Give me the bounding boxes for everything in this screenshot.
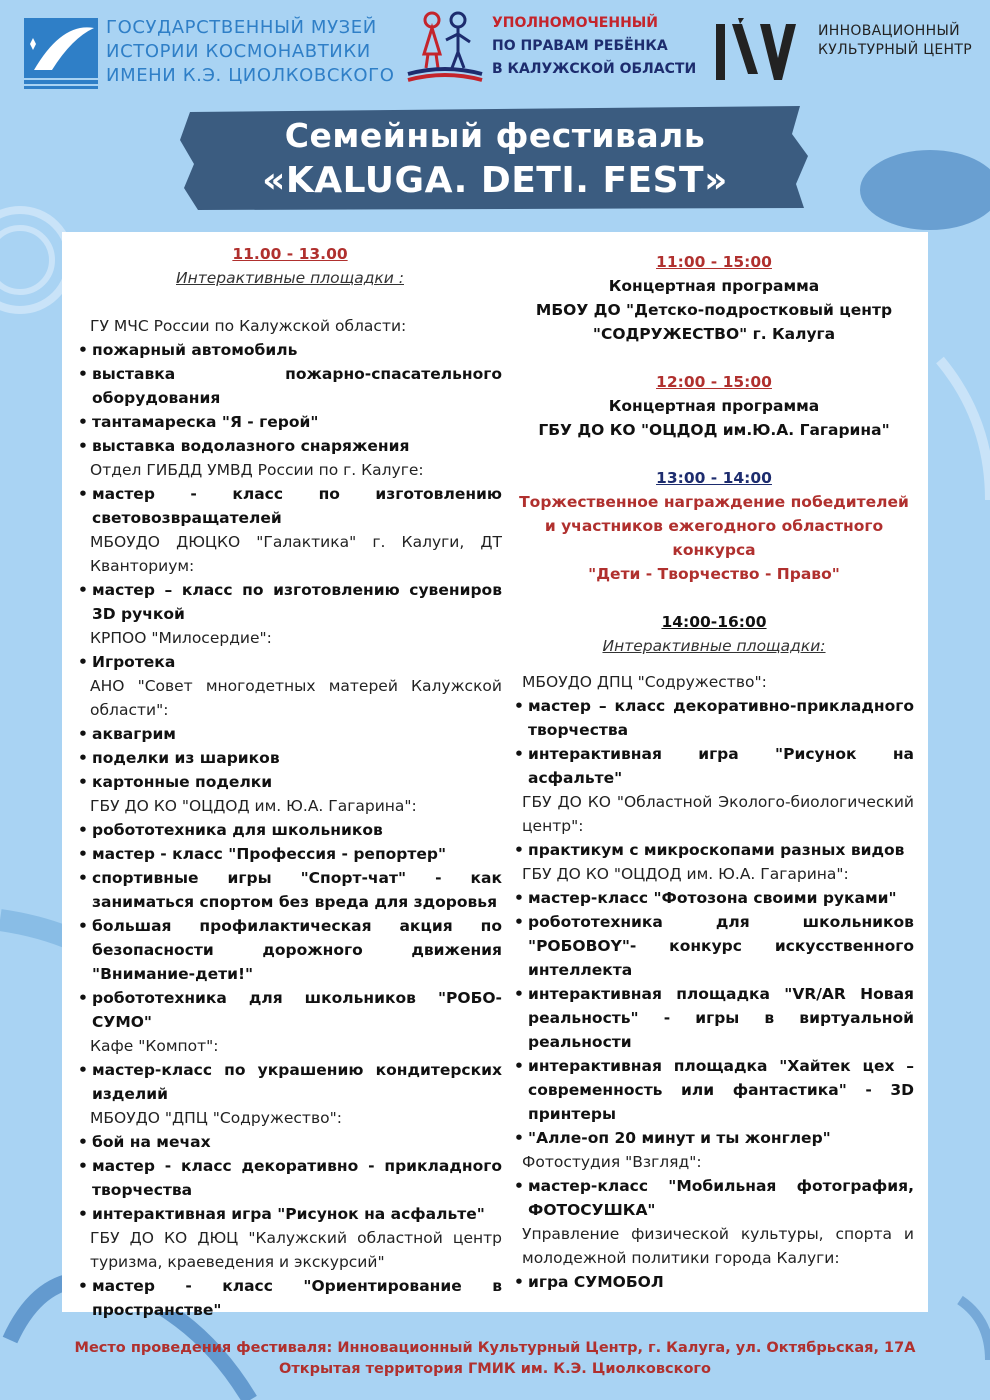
award-line: "Дети - Творчество - Право" <box>588 565 840 583</box>
list-item: • выставка пожарно-спасательного оборудования <box>78 362 502 410</box>
award-line: конкурса <box>672 541 756 559</box>
organization: Фотостудия "Взгляд": <box>522 1153 702 1171</box>
venue-line: Открытая территория ГМИК им. К.Э. Циолковского <box>279 1361 711 1377</box>
list-item: • аквагрим <box>78 722 502 746</box>
list-item: • картонные поделки <box>78 770 502 794</box>
festival-title: Семейный фестиваль <box>284 116 706 155</box>
list-item: • робототехника для школьников "РОБО-СУМО" <box>78 986 502 1034</box>
list-item: • интерактивная площадка "VR/AR Новая реальность" - игры в виртуальной реальности <box>514 982 914 1054</box>
list-item: • практикум с микроскопами разных видов <box>514 838 914 862</box>
organization: КРПОО "Милосердие": <box>90 629 272 647</box>
list-item: • спортивные игры "Спорт-чат" - как заниматься спортом без вреда для здоровья <box>78 866 502 914</box>
museum-name-line: ГОСУДАРСТВЕННЫЙ МУЗЕЙ <box>106 17 377 38</box>
right-column <box>514 250 914 1294</box>
time-slot: 13:00 - 14:00 <box>656 469 772 487</box>
list-item: • пожарный автомобиль <box>78 338 502 362</box>
ombudsman-name-line: УПОЛНОМОЧЕННЫЙ <box>492 15 659 31</box>
organization: ГУ МЧС России по Калужской области: <box>90 317 407 335</box>
venue-line: Место проведения фестиваля: Инновационный Культурный Центр, г. Калуга, ул. Октябрьская, 17А <box>74 1340 916 1356</box>
event-line: Концертная программа <box>608 397 820 415</box>
program-panel <box>62 232 928 1319</box>
icc-name-line: ИННОВАЦИОННЫЙ <box>818 23 960 39</box>
venue-footer <box>0 1338 990 1380</box>
festival-name: «KALUGA. DETI. FEST» <box>262 160 728 201</box>
list-item: • "Алле-оп 20 минут и ты жонглер" <box>514 1126 914 1150</box>
list-item: • бой на мечах <box>78 1130 502 1154</box>
organization: АНО "Совет многодетных матерей Калужской области": <box>90 677 502 719</box>
list-item: • мастер-класс по украшению кондитерских изделий <box>78 1058 502 1106</box>
ombudsman-logo <box>404 8 697 88</box>
children-icon <box>404 8 486 88</box>
icc-monogram-icon <box>712 18 812 84</box>
organization: ГБУ ДО КО ДЮЦ "Калужский областной центр туризма, краеведения и экскурсий" <box>90 1229 502 1271</box>
list-item: • мастер – класс декоративно-прикладного творчества <box>514 694 914 742</box>
list-item: • игра СУМОБОЛ <box>514 1270 914 1294</box>
icc-logo <box>712 18 982 88</box>
time-slot: 12:00 - 15:00 <box>656 373 772 391</box>
museum-name-line: ИМЕНИ К.Э. ЦИОЛКОВСКОГО <box>106 65 395 86</box>
icc-name-line: КУЛЬТУРНЫЙ ЦЕНТР <box>818 42 972 58</box>
list-item: • мастер - класс "Ориентирование в пространстве" <box>78 1274 502 1322</box>
event-line: МБОУ ДО "Детско-подростковый центр <box>535 301 893 319</box>
list-item: • поделки из шариков <box>78 746 502 770</box>
time-slot: 14:00-16:00 <box>661 613 767 631</box>
organization: МБОУДО ДЮЦКО "Галактика" г. Калуги, ДТ Кванториум: <box>90 533 502 575</box>
icc-name <box>818 22 972 60</box>
organization: Управление физической культуры, спорта и молодежной политики города Калуги: <box>522 1225 914 1267</box>
list-item: • тантамареска "Я - герой" <box>78 410 502 434</box>
organization: МБОУДО "ДПЦ "Содружество": <box>90 1109 342 1127</box>
section-subhead: Интерактивные площадки: <box>602 637 826 655</box>
list-item: • робототехника для школьников <box>78 818 502 842</box>
museum-rocket-icon <box>22 14 100 92</box>
list-item: • мастер – класс по изготовлению сувениров 3D ручкой <box>78 578 502 626</box>
list-item: • интерактивная игра "Рисунок на асфальте" <box>514 742 914 790</box>
list-item: • интерактивная площадка "Хайтек цех – современность или фантастика" - 3D принтеры <box>514 1054 914 1126</box>
ombudsman-name-line: В КАЛУЖСКОЙ ОБЛАСТИ <box>492 61 697 77</box>
list-item: • мастер-класс "Мобильная фотография, ФОТОСУШКА" <box>514 1174 914 1222</box>
list-item: • мастер - класс декоративно - прикладного творчества <box>78 1154 502 1202</box>
title-banner <box>180 104 810 212</box>
list-item: • робототехника для школьников "РОБОВОY"- конкурс искусственного интеллекта <box>514 910 914 982</box>
organization: ГБУ ДО КО "ОЦДОД им. Ю.А. Гагарина": <box>522 865 849 883</box>
organization: ГБУ ДО КО "ОЦДОД им. Ю.А. Гагарина": <box>90 797 417 815</box>
event-line: "СОДРУЖЕСТВО" г. Калуга <box>592 325 836 343</box>
list-item: • выставка водолазного снаряжения <box>78 434 502 458</box>
event-line: Концертная программа <box>608 277 820 295</box>
section-subhead: Интерактивные площадки : <box>176 269 404 287</box>
award-line: Торжественное награждение победителей <box>519 493 909 511</box>
list-item: • Игротека <box>78 650 502 674</box>
museum-logo <box>22 14 395 94</box>
organization: ГБУ ДО КО "Областной Эколого-биологический центр": <box>522 793 914 835</box>
time-slot: 11.00 - 13.00 <box>232 245 348 263</box>
ombudsman-name-line: ПО ПРАВАМ РЕБЁНКА <box>492 38 668 54</box>
list-item: • интерактивная игра "Рисунок на асфальте" <box>78 1202 502 1226</box>
museum-name-line: ИСТОРИИ КОСМОНАВТИКИ <box>106 41 371 62</box>
museum-name <box>106 16 395 88</box>
list-item: • мастер - класс "Профессия - репортер" <box>78 842 502 866</box>
list-item: • большая профилактическая акция по безопасности дорожного движения "Внимание-дети!" <box>78 914 502 986</box>
list-item: • мастер - класс по изготовлению световозвращателей <box>78 482 502 530</box>
organization: Отдел ГИБДД УМВД России по г. Калуге: <box>90 461 424 479</box>
left-column <box>78 242 502 1322</box>
list-item: • мастер-класс "Фотозона своими руками" <box>514 886 914 910</box>
organization: Кафе "Компот": <box>90 1037 219 1055</box>
event-line: ГБУ ДО КО "ОЦДОД им.Ю.А. Гагарина" <box>538 421 890 439</box>
ombudsman-name <box>492 12 696 81</box>
award-line: и участников ежегодного областного <box>544 517 884 535</box>
organization: МБОУДО ДПЦ "Содружество": <box>522 673 767 691</box>
time-slot: 11:00 - 15:00 <box>656 253 772 271</box>
